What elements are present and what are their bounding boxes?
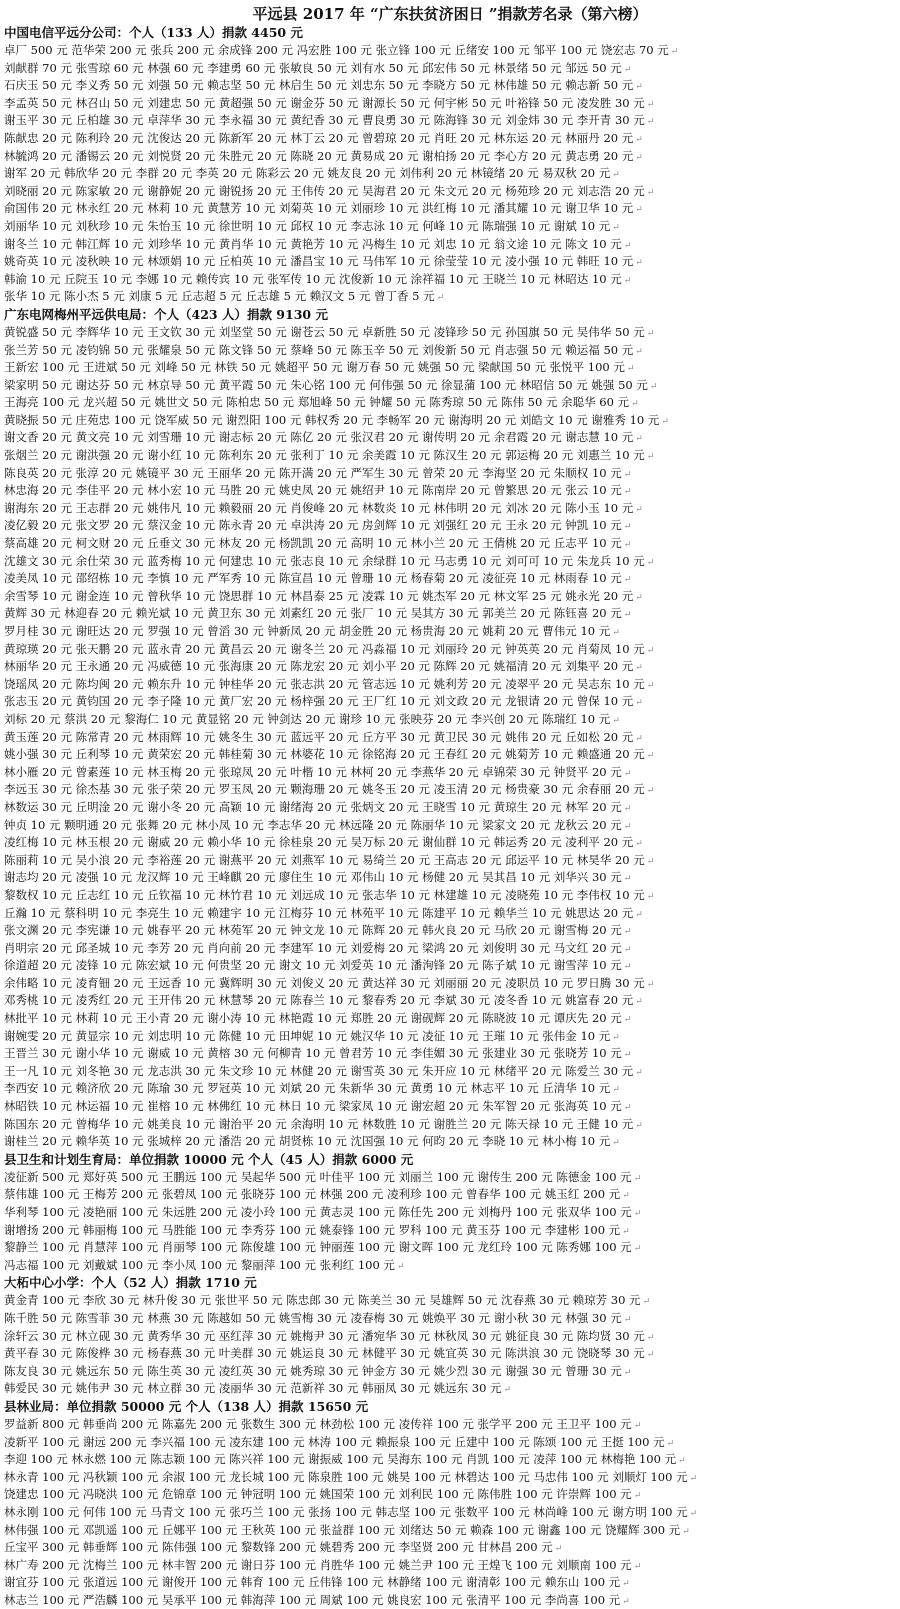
donor-line [4,60,896,78]
paragraph-return-mark: ↵ [646,452,655,463]
paragraph-return-mark: ↵ [646,979,655,990]
donor-line [4,1434,896,1452]
donor-line-text: 林小雁 20 元 曾素莲 10 元 林玉梅 20 元 张琼凤 20 元 叶楷 10 元 林柯 20 元 李燕华 20 元 卓锦荣 30 元 钟贤平 20 元 [4,764,622,779]
donor-line-text: 黄锐盛 50 元 李辉华 10 元 王文钦 30 元 刘坚堂 50 元 谢苍云 50 元 卓新胜 50 元 凌锋珍 50 元 孙国旗 50 元 吴伟华 50 元 [4,324,645,339]
paragraph-return-mark: ↵ [622,1596,630,1607]
donor-line-text: 谢桂兰 20 元 赖华英 10 元 张城梓 20 元 潘浩 20 元 胡贤栋 10 元 沈国强 10 元 何昀 20 元 李晓 10 元 林小梅 10 元 [4,1134,611,1149]
paragraph-return-mark: ↵ [646,786,655,797]
donor-line [4,693,896,711]
paragraph-return-mark: ↵ [633,1209,642,1219]
donor-line-text: 林广寿 200 元 沈梅兰 100 元 林丰智 200 元 谢日芬 100 元 肖胜华 100 元 姚兰尹 100 元 王煌飞 100 元 刘顺南 100 元 [4,1557,632,1572]
paragraph-return-mark: ↵ [623,1314,632,1325]
section-heading: 中国电信平远分公司：个人（133 人）捐款 4450 元 [4,25,303,40]
donor-line [4,887,896,905]
donor-line [4,781,896,799]
paragraph-return-mark: ↵ [670,47,679,57]
paragraph-return-mark: ↵ [646,99,655,110]
section-heading: 县林业局：单位捐款 50000 元 个人（138 人）捐款 15650 元 [4,1398,369,1414]
paragraph-return-mark: ↵ [612,170,620,181]
paragraph-return-mark: ↵ [635,1120,643,1131]
paragraph-return-mark: ↵ [623,1015,632,1026]
donor-line-text: 王晋兰 30 元 谢小华 10 元 谢威 10 元 黄榕 30 元 何柳青 10 元 曾君芳 10 元 李佳媚 30 元 张建业 30 元 张晓芳 10 元 [4,1046,622,1061]
donor-line-text: 王海亮 100 元 龙兴超 50 元 姚世文 50 元 陈柏忠 50 元 郑旭峰 50 元 钟耀 50 元 陈秀琼 50 元 陈伟 50 元 余聪华 60 元 [4,395,630,410]
donor-line-text: 陈友良 30 元 姚远东 50 元 陈生英 30 元 凌红英 30 元 姚秀琼 30 元 钟金方 30 元 姚少烈 30 元 谢强 30 元 曾珊 30 元 [4,1363,622,1378]
donor-line-text: 余伟略 10 元 凌育钿 20 元 王远香 10 元 冀辉明 30 元 刘俊义 20 元 黄达祥 30 元 刘丽丽 20 元 凌职员 10 元 罗日腾 30 元 [4,975,645,990]
donor-line [4,992,896,1010]
donor-line [4,1116,896,1134]
paragraph-return-mark: ↵ [554,1544,563,1555]
donor-line [4,641,896,659]
donor-line-text: 黄平春 30 元 陈俊桦 30 元 杨春燕 30 元 叶美群 30 元 姚运良 30 元 林健平 30 元 姚宜英 30 元 陈洪浪 30 元 饶晓琴 30 元 [4,1346,645,1361]
donor-line [4,165,896,183]
donor-line-text: 黎数权 10 元 丘志红 10 元 丘钦福 10 元 林竹君 10 元 刘远成 10 元 张志华 10 元 林建雄 10 元 凌晓苑 10 元 李伟权 10 元 [4,887,645,902]
donor-line-text: 林数运 30 元 丘明淦 20 元 谢小冬 20 元 高颖 10 元 谢绪海 20 元 张炳文 20 元 王晓雪 10 元 黄琼生 20 元 林军 20 元 [4,799,622,814]
paragraph-return-mark: ↵ [635,134,643,145]
donor-line [4,130,896,148]
paragraph-return-mark: ↵ [612,1138,620,1149]
donor-line-text: 林批平 10 元 林莉 10 元 王小青 20 元 谢小涛 10 元 林艳霞 10 元 郑胜 20 元 谢砚辉 20 元 陈晓波 10 元 谭庆先 20 元 [4,1011,622,1026]
donor-line-text: 李迎 100 元 林永燃 100 元 陈志颖 100 元 陈兴祥 100 元 谢振威 100 元 吴海东 100 元 肖凯 100 元 凌萍 100 元 林梅艳 100 元 [4,1452,677,1467]
donor-line-text: 陈国东 20 元 曾梅华 10 元 姚美良 10 元 谢治平 20 元 余海明 10 元 林数胜 10 元 谢胜兰 20 元 陈天禄 10 元 王健 10 元 [4,1116,634,1131]
donor-line [4,517,896,535]
donor-line [4,394,896,412]
donor-line [4,1557,896,1575]
paragraph-return-mark: ↵ [646,680,655,691]
donor-line [4,1380,896,1398]
paragraph-return-mark: ↵ [623,487,632,498]
donor-line-text: 邓秀桃 10 元 凌秀红 20 元 王开伟 20 元 林慧琴 20 元 陈春兰 10 元 黎春秀 20 元 李斌 30 元 凌冬香 10 元 姚富春 20 元 [4,993,634,1008]
donor-line [4,570,896,588]
donor-line [4,553,896,571]
paragraph-return-mark: ↵ [635,152,643,163]
donor-line [4,288,896,306]
donor-line-text: 凌征新 500 元 郑好英 500 元 王鹏远 100 元 吴起华 500 元 叶佳平 100 元 刘丽兰 100 元 谢传生 200 元 陈德金 100 元 [4,1169,632,1184]
donor-line [4,77,896,95]
donor-line [4,429,896,447]
donor-line-text: 罗益新 800 元 韩垂尚 200 元 陈嘉先 200 元 张数生 300 元 林劲松 100 元 凌传祥 100 元 张学平 200 元 王卫平 100 元 [4,1416,632,1431]
donor-line [4,729,896,747]
paragraph-return-mark: ↵ [633,1244,642,1255]
donor-line-text: 谢玉平 30 元 丘柏雄 30 元 卓萍华 30 元 李永福 30 元 黄纪香 30 元 曹良勇 30 元 陈海锋 30 元 刘金炜 30 元 李开青 30 元 [4,113,645,128]
donor-line [4,1098,896,1116]
paragraph-return-mark: ↵ [635,258,643,269]
paragraph-return-mark: ↵ [635,434,643,445]
donor-line [4,1469,896,1487]
donor-line [4,1504,896,1522]
donor-line [4,183,896,201]
donor-line-text: 凌亿毅 20 元 张文罗 20 元 蔡汉金 10 元 陈永青 20 元 卓洪涛 20 元 房剑辉 10 元 刘强红 20 元 王永 20 元 钟凯 10 元 [4,518,622,533]
donor-line [4,975,896,993]
donor-line-text: 张文渊 20 元 李宪谦 10 元 姚春平 20 元 林苑军 20 元 钟文龙 10 元 陈辉 20 元 韩火良 20 元 马欣 20 元 谢雪梅 20 元 [4,923,622,938]
donor-line [4,1028,896,1046]
donor-line-text: 姚奇英 10 元 凌秋映 10 元 林颂娟 10 元 丘柏英 10 元 潘昌宝 10 元 马伟军 10 元 徐莹莹 10 元 凌小强 10 元 韩旺 10 元 [4,254,634,269]
donor-line [4,1239,896,1257]
donor-line [4,1486,896,1504]
paragraph-return-mark: ↵ [623,575,632,586]
donor-line [4,1204,896,1222]
paragraph-return-mark: ↵ [626,364,635,375]
donor-line-text: 徐道超 20 元 凌锋 10 元 陈宏斌 10 元 何贵坚 20 元 谢文 10 元 刘爱英 10 元 潘洵锋 20 元 陈子斌 10 元 谢雪萍 10 元 [4,958,622,973]
donor-line-text: 沈雄文 30 元 余仕荣 30 元 蓝秀梅 10 元 何建忠 10 元 张志良 10 元 余绿群 10 元 马志勇 10 元 刘可可 10 元 朱龙兵 10 元 [4,553,645,568]
donor-line-text: 余雪琴 10 元 谢金连 10 元 曾秋华 10 元 饶思群 10 元 林昌泰 25 元 凌霖 10 元 姚杰军 20 元 林文军 25 元 姚永光 20 元 [4,588,634,603]
donor-line-text: 丘瀚 10 元 蔡科明 10 元 李亮生 10 元 赖建宇 10 元 江梅芬 10 元 林苑平 10 元 陈建平 10 元 赖华兰 10 元 姚思达 20 元 [4,905,634,920]
paragraph-return-mark: ↵ [635,997,643,1008]
donor-line [4,905,896,923]
donor-line [4,148,896,166]
paragraph-return-mark: ↵ [623,240,632,251]
donor-line-text: 韩爱民 30 元 姚伟尹 30 元 林立群 30 元 凌丽华 30 元 范新祥 30 元 韩丽凤 30 元 姚远东 30 元 [4,1381,502,1396]
donor-line [4,1186,896,1204]
donor-line [4,482,896,500]
donor-line-text: 冯志福 100 元 刘戴斌 100 元 李小凤 100 元 黎丽萍 100 元 张利红 100 元 [4,1257,395,1272]
paragraph-return-mark: ↵ [635,663,643,674]
donor-line [4,764,896,782]
paragraph-return-mark: ↵ [646,645,655,656]
donor-line-text: 黄晓振 50 元 庄苑忠 100 元 饶军威 50 元 谢烈阳 100 元 韩权秀 20 元 李畅军 20 元 谢海明 20 元 刘皓文 10 元 谢雅秀 10 元 [4,412,660,427]
paragraph-return-mark: ↵ [635,346,643,357]
donor-line-text: 陈献忠 20 元 陈利玲 20 元 沈俊达 20 元 陈新军 20 元 林丁云 20 元 曾碧琼 20 元 肖旺 20 元 林东运 20 元 林丽丹 20 元 [4,130,634,145]
paragraph-return-mark: ↵ [633,1420,642,1431]
donor-line-text: 黄辉 30 元 林迎春 20 元 赖光斌 10 元 黄卫东 30 元 刘素红 20 元 张厂 10 元 吴其方 30 元 郭美兰 20 元 陈钰喜 20 元 [4,606,622,621]
paragraph-return-mark: ↵ [649,381,658,392]
donor-line-text: 谢文香 20 元 黄文亮 10 元 刘雪珊 10 元 谢志标 20 元 陈亿 20 元 张汉君 20 元 谢传明 20 元 余君霞 20 元 谢志慧 10 元 [4,430,634,445]
donor-line-text: 黄玉莲 20 元 陈常青 20 元 林雨辉 10 元 姚冬生 30 元 蓝远平 20 元 丘方平 30 元 黄卫民 30 元 姚伟 20 元 丘如松 20 元 [4,729,634,744]
donor-line [4,271,896,289]
donor-line-text: 张烟兰 20 元 谢洪强 20 元 谢小红 10 元 陈利东 20 元 张利丁 10 元 余美霞 10 元 陈汉生 20 元 郭运梅 20 元 刘惠兰 10 元 [4,448,645,463]
donor-line-text: 梁家明 50 元 谢达芬 50 元 林京导 50 元 黄平霞 50 元 朱心铭 100 元 何伟强 50 元 徐显蒲 100 元 林昭信 50 元 姚强 50 元 [4,377,648,392]
donor-line-text: 陈千胜 50 元 陈雪菲 30 元 林燕 30 元 陈越如 50 元 姚雪梅 30 元 凌春梅 30 元 姚焕平 30 元 谢小秋 30 元 林强 30 元 [4,1310,622,1325]
donor-line-text: 林永刚 100 元 何伟 100 元 马青文 100 元 张巧兰 100 元 张扬 100 元 韩志坚 100 元 张数平 100 元 林尚峰 100 元 谢方明 100 元 [4,1504,688,1519]
donor-line-text: 谢婉雯 20 元 黄显宗 10 元 刘忠明 10 元 陈健 10 元 田坤妮 10 元 姚汉华 10 元 凌征 10 元 王璀 10 元 张伟金 10 元 [4,1028,611,1043]
donor-line-text: 华利琴 100 元 凌艳丽 100 元 朱远胜 200 元 凌小玲 100 元 黄志灵 100 元 陈任先 200 元 刘梅丹 100 元 张双华 100 元 [4,1205,632,1219]
paragraph-return-mark: ↵ [623,540,632,551]
donor-line-text: 谢冬兰 10 元 韩江辉 10 元 刘珍华 10 元 黄肖华 10 元 黄艳芳 10 元 冯梅生 10 元 刘忠 10 元 翁文途 10 元 陈文 10 元 [4,236,622,251]
document-title: 平远县 2017 年 “广东扶贫济困日 ”捐款芳名录（第六榜） [252,5,648,23]
donor-line [4,834,896,852]
donor-line [4,1522,896,1540]
donor-line-text: 谢志均 20 元 凌强 10 元 龙汉辉 10 元 王峰麒 20 元 廖住生 10 元 邓伟山 10 元 杨健 20 元 吴其昌 10 元 刘华兴 30 元 [4,870,622,885]
donor-line [4,112,896,130]
donor-line [4,1292,896,1310]
donor-line [4,236,896,254]
donor-line [4,253,896,271]
donor-line [4,1416,896,1434]
section-heading: 广东电网梅州平远供电局：个人（423 人）捐款 9130 元 [4,306,328,322]
paragraph-return-mark: ↵ [436,293,445,304]
paragraph-return-mark: ↵ [623,522,632,533]
donor-line [4,1257,896,1275]
paragraph-return-mark: ↵ [623,275,632,286]
donor-line [4,817,896,835]
donor-line-text: 蔡伟雄 100 元 王梅芳 200 元 张碧凤 100 元 张晓芬 100 元 林强 200 元 凌利珍 100 元 曾春华 100 元 姚玉红 200 元 [4,1187,621,1202]
paragraph-return-mark: ↵ [646,751,655,762]
donor-line [4,1010,896,1028]
donor-line [4,588,896,606]
donor-line [4,324,896,342]
paragraph-return-mark: ↵ [623,1050,632,1061]
donor-line-text: 李西安 10 元 赖济欣 20 元 陈瑜 30 元 罗冠英 10 元 刘斌 20 元 朱新华 30 元 黄勇 10 元 林志平 10 元 丘清华 10 元 [4,1081,611,1096]
paragraph-return-mark: ↵ [622,1226,630,1237]
donor-line-text: 张兰芳 50 元 凌钧锦 50 元 张耀泉 50 元 陈文锋 50 元 蔡峰 50 元 陈玉辛 50 元 刘俊新 50 元 肖志强 50 元 赖运福 50 元 [4,342,634,357]
donor-line-text: 石庆玉 50 元 李义秀 50 元 刘强 50 元 赖志坚 50 元 林启生 50 元 刘忠东 50 元 李晓方 50 元 林伟雄 50 元 赖志新 50 元 [4,78,634,93]
paragraph-return-mark: ↵ [635,698,643,709]
donor-line [4,852,896,870]
donor-line [4,1310,896,1328]
donor-line [4,940,896,958]
donor-line [4,359,896,377]
donor-line [4,1539,896,1557]
donor-line-text: 凌新平 100 元 谢远 200 元 李兴福 100 元 凌东建 100 元 林涛 100 元 赖振泉 100 元 丘建中 100 元 陈颂 100 元 王挺 100 元 [4,1434,665,1449]
donor-line-text: 李孟英 50 元 林召山 50 元 刘建忠 50 元 黄超强 50 元 谢金芬 50 元 谢源长 50 元 何宇彬 50 元 叶裕锋 50 元 凌发胜 30 元 [4,95,645,110]
donor-line-text: 陈丽莉 10 元 吴小浪 20 元 李裕莲 20 元 谢燕平 20 元 刘燕军 10 元 易绮兰 20 元 王高志 20 元 邱运平 10 元 林昊华 20 元 [4,852,645,867]
donor-line [4,658,896,676]
donor-line-text: 刘丽华 10 元 刘秋珍 10 元 朱怡玉 10 元 徐世明 10 元 邱权 10 元 李志泳 10 元 何峰 10 元 陈瑞强 10 元 谢斌 10 元 [4,218,611,233]
paragraph-return-mark: ↵ [689,1473,698,1484]
paragraph-return-mark: ↵ [642,1297,651,1308]
donor-line [4,42,896,60]
donor-line [4,1345,896,1363]
paragraph-return-mark: ↵ [623,469,632,480]
donor-line-text: 韩渝 10 元 丘院玉 10 元 李娜 10 元 赖传宾 10 元 张军传 10 元 沈俊新 10 元 涂祥福 10 元 王晓兰 10 元 林昭达 10 元 [4,271,622,286]
donor-line [4,1574,896,1592]
donor-line-text: 黎静兰 100 元 肖慧萍 100 元 肖丽琴 100 元 陈俊雄 100 元 钟丽莲 100 元 谢文晖 100 元 龙红玲 100 元 陈秀娜 100 元 [4,1240,632,1255]
paragraph-return-mark: ↵ [633,1561,642,1572]
paragraph-return-mark: ↵ [646,117,655,128]
donor-line [4,377,896,395]
donor-line-text: 李远玉 30 元 徐杰基 30 元 张子荣 20 元 罗玉凤 20 元 颗海珊 20 元 姚冬玉 20 元 凌玉清 20 元 杨贵豪 30 元 余春丽 20 元 [4,782,645,797]
paragraph-return-mark: ↵ [631,399,639,410]
donor-line [4,342,896,360]
paragraph-return-mark: ↵ [682,1526,690,1537]
donor-line-text: 黄琼瑛 20 元 张天鹏 20 元 蓝永青 20 元 黄昌云 20 元 谢冬兰 20 元 冯淼福 10 元 刘丽玲 20 元 钟英英 20 元 肖菊凤 10 元 [4,641,645,656]
donor-line-text: 涂轩云 30 元 林立砚 30 元 黄秀华 30 元 巫红萍 30 元 姚梅尹 30 元 潘宛华 30 元 林秋凤 30 元 姚征良 30 元 陈均贤 30 元 [4,1328,645,1343]
donor-line-text: 谢增扬 200 元 韩丽梅 100 元 马胜能 100 元 李秀芬 100 元 姚泰锋 100 元 罗科 100 元 黄玉芬 100 元 李建彬 100 元 [4,1222,621,1237]
donor-line [4,1592,896,1609]
donor-line-text: 刘献群 70 元 张雪琼 60 元 林强 60 元 李建勇 60 元 张敏良 50 元 刘有水 50 元 邱宏伟 50 元 林景绪 50 元 邹远 50 元 [4,60,622,75]
donor-line-text: 肖明宗 20 元 邱圣城 10 元 李芳 20 元 肖向前 20 元 李建军 10 元 刘爱梅 20 元 梁鸿 20 元 刘俊明 30 元 马文红 20 元 [4,940,622,955]
donor-line-text: 姚小强 30 元 丘利琴 10 元 黄荣宏 20 元 韩桂菊 30 元 林婆花 10 元 徐铭海 20 元 王春红 20 元 姚菊芳 10 元 赖盛通 20 元 [4,747,645,762]
paragraph-return-mark: ↵ [612,222,620,233]
paragraph-return-mark: ↵ [678,1456,686,1467]
donor-line [4,1063,896,1081]
donor-line [4,1363,896,1381]
donor-line-text: 黄金青 100 元 李欣 30 元 林升俊 30 元 张世平 50 元 陈忠郎 30 元 陈美兰 30 元 吴雄辉 50 元 沈春燕 30 元 赖琼芳 30 元 [4,1293,641,1308]
paragraph-return-mark: ↵ [689,1508,698,1519]
paragraph-return-mark: ↵ [612,628,620,638]
paragraph-return-mark: ↵ [646,187,655,198]
donor-line [4,1451,896,1469]
paragraph-return-mark: ↵ [646,557,655,568]
donor-line-text: 谢海东 20 元 王志群 20 元 姚伟凡 10 元 赖毅丽 20 元 肖俊峰 20 元 林数炎 10 元 林伟明 20 元 刘冰 20 元 陈小玉 10 元 [4,500,634,515]
paragraph-return-mark: ↵ [633,1491,642,1502]
paragraph-return-mark: ↵ [635,504,643,515]
donor-line-text: 凌美凤 10 元 邵绍栋 10 元 李慎 10 元 严军秀 10 元 陈宣昌 10 元 曾珊 10 元 杨春菊 20 元 凌征亮 10 元 林雨春 10 元 [4,571,622,586]
donor-line [4,746,896,764]
paragraph-return-mark: ↵ [635,1067,643,1078]
donor-line-text: 张华 10 元 陈小杰 5 元 刘康 5 元 丘志超 5 元 丘志雄 5 元 赖汉文 5 元 曾丁香 5 元 [4,289,435,304]
donor-line-text: 林昭铁 10 元 林运福 10 元 崔榕 10 元 林佛红 10 元 林日 10 元 梁家凤 10 元 谢宏超 20 元 朱军智 20 元 张海英 10 元 [4,1099,622,1114]
donor-line-text: 刘晓丽 20 元 陈家敏 20 元 谢静妮 20 元 谢锐扬 20 元 王伟传 20 元 吴海君 20 元 朱文元 20 元 杨苑珍 20 元 刘志浩 20 元 [4,183,645,198]
donor-line-text: 罗月桂 30 元 谢旺达 20 元 罗强 10 元 曾滔 30 元 钟新凤 20 元 胡金胜 20 元 杨贵海 20 元 姚莉 20 元 曹伟元 10 元 [4,624,611,638]
paragraph-return-mark: ↵ [622,1191,630,1202]
donor-line-text: 刘标 20 元 蔡洪 20 元 黎海仁 10 元 黄显铭 20 元 钟剑达 20 元 谢珍 10 元 张映芬 20 元 李兴创 20 元 陈瑞红 10 元 [4,711,611,726]
donor-line-text: 蔡高雄 20 元 柯文财 20 元 丘垂文 30 元 林友 20 元 杨凯凯 20 元 高明 10 元 林小兰 20 元 王倩桃 20 元 丘志平 10 元 [4,536,622,551]
donor-sections [4,24,896,1609]
donor-line-text: 林伟强 100 元 邓凯遥 100 元 丘娜平 100 元 王秋英 100 元 张益群 100 元 刘绪达 50 元 赖森 100 元 谢鑫 100 元 饶耀辉 300 元 [4,1522,681,1537]
donor-line-text: 林志兰 100 元 严浩麟 100 元 吴承平 100 元 韩海萍 100 元 周斌 100 元 姚良宏 100 元 张清平 100 元 李尚喜 100 元 [4,1592,621,1607]
donor-line [4,676,896,694]
donor-line [4,711,896,729]
donor-line [4,922,896,940]
donor-line-text: 俞国伟 20 元 林永红 20 元 林莉 10 元 黄慧芳 10 元 刘菊英 10 元 刘丽珍 10 元 洪红梅 10 元 潘其耀 10 元 谢卫华 10 元 [4,201,634,216]
donor-line [4,412,896,430]
donor-list-page [4,4,896,1609]
donor-line-text: 饶瑶凤 20 元 陈均闽 20 元 赖东升 10 元 钟桂华 20 元 张志洪 20 元 管志远 10 元 姚利芳 20 元 凌翠平 20 元 吴志东 10 元 [4,676,645,691]
paragraph-return-mark: ↵ [623,1103,632,1114]
paragraph-return-mark: ↵ [612,1032,620,1043]
donor-line-text: 林忠海 20 元 李佳平 20 元 林小宏 10 元 马胜 20 元 姚史凤 20 元 姚绍尹 10 元 陈南岸 20 元 曾繁思 20 元 张云 10 元 [4,483,622,498]
donor-line [4,1133,896,1151]
donor-line [4,1045,896,1063]
donor-line-text: 林永青 100 元 冯秋颖 100 元 余淑 100 元 龙长城 100 元 陈泉胜 100 元 姚昊 100 元 林碧达 100 元 马忠伟 100 元 刘顺灯 100 元 [4,1469,688,1484]
paragraph-return-mark: ↵ [646,328,655,339]
paragraph-return-mark: ↵ [396,1261,405,1272]
donor-line-text: 钟贞 10 元 颗明通 20 元 张舞 20 元 林小凤 10 元 李志华 20 元 林远隆 20 元 陈丽华 10 元 梁家文 20 元 龙秋云 20 元 [4,817,622,832]
paragraph-return-mark: ↵ [503,1385,512,1396]
paragraph-return-mark: ↵ [622,1579,630,1590]
paragraph-return-mark: ↵ [623,803,632,814]
donor-line-text: 林毓鸿 20 元 潘锡云 20 元 刘悦贤 20 元 朱胜元 20 元 陈晓 20 元 黄易成 20 元 谢柏扬 20 元 李心方 20 元 黄志勇 20 元 [4,148,634,163]
donor-line [4,1328,896,1346]
donor-line [4,605,896,623]
donor-line-text: 陈良英 20 元 张淳 20 元 姚镜平 30 元 王丽华 20 元 陈开满 20 元 严军生 30 元 曾荣 20 元 李海坚 20 元 朱顺权 10 元 [4,465,622,480]
paragraph-return-mark: ↵ [623,874,632,885]
paragraph-return-mark: ↵ [646,1350,655,1361]
donor-line [4,623,896,641]
donor-line-text: 王一凡 10 元 刘冬艳 30 元 龙志洪 30 元 朱文珍 10 元 林健 20 元 谢雪英 30 元 朱开应 10 元 林绪平 20 元 陈爱兰 30 元 [4,1063,634,1078]
donor-line-text: 凌红梅 10 元 林玉根 20 元 谢威 20 元 赖小华 10 元 徐桂泉 20 元 吴万标 20 元 谢仙群 10 元 韩运秀 20 元 凌利平 20 元 [4,835,634,850]
paragraph-return-mark: ↵ [635,205,643,216]
paragraph-return-mark: ↵ [633,1173,642,1184]
paragraph-return-mark: ↵ [635,839,643,850]
donor-line [4,465,896,483]
section-heading: 县卫生和计划生育局：单位捐款 10000 元 个人（45 人）捐款 6000 元 [4,1151,414,1167]
paragraph-return-mark: ↵ [623,64,632,75]
donor-line [4,799,896,817]
paragraph-return-mark: ↵ [623,1367,632,1378]
paragraph-return-mark: ↵ [623,944,632,955]
paragraph-return-mark: ↵ [623,927,632,938]
donor-line [4,957,896,975]
donor-line [4,95,896,113]
donor-line [4,1169,896,1187]
paragraph-return-mark: ↵ [661,416,669,427]
donor-line [4,447,896,465]
paragraph-return-mark: ↵ [623,610,632,621]
paragraph-return-mark: ↵ [612,715,620,726]
donor-line [4,218,896,236]
paragraph-return-mark: ↵ [646,856,655,867]
donor-line-text: 张志玉 20 元 黄钧国 20 元 李子隆 10 元 黄厂宏 20 元 杨梓强 20 元 王厂红 10 元 刘文政 20 元 龙银请 20 元 曾保 10 元 [4,694,634,709]
donor-line [4,1222,896,1240]
paragraph-return-mark: ↵ [635,82,643,93]
paragraph-return-mark: ↵ [646,1332,655,1343]
paragraph-return-mark: ↵ [635,592,643,603]
paragraph-return-mark: ↵ [623,821,632,832]
donor-line-text: 谢军 20 元 韩欣华 20 元 李群 20 元 李英 20 元 陈彩云 20 元 姚友良 20 元 刘伟利 20 元 林镜绪 20 元 易双秋 20 元 [4,166,611,181]
paragraph-return-mark: ↵ [666,1438,675,1449]
section-heading: 大柘中心小学：个人（52 人）捐款 1710 元 [4,1275,257,1291]
donor-line [4,200,896,218]
paragraph-return-mark: ↵ [623,962,632,973]
donor-line-text: 丘宝平 300 元 韩垂辉 100 元 陈伟强 100 元 黎数锋 200 元 姚碧秀 200 元 李坚贤 200 元 甘林昌 200 元 [4,1540,553,1555]
paragraph-return-mark: ↵ [635,909,643,920]
donor-line [4,500,896,518]
donor-line-text: 卓厂 500 元 范华荣 200 元 张兵 200 元 余成锋 200 元 冯宏胜 100 元 张立锋 100 元 丘绪安 100 元 邹平 100 元 饶宏志 70 元 [4,43,669,57]
donor-line [4,869,896,887]
donor-line-text: 林丽华 20 元 王永通 20 元 冯威德 10 元 张海康 20 元 陈龙宏 20 元 刘小平 20 元 陈辉 20 元 姚福清 20 元 刘集平 20 元 [4,659,634,674]
paragraph-return-mark: ↵ [612,1085,620,1096]
donor-line [4,535,896,553]
donor-line [4,1080,896,1098]
paragraph-return-mark: ↵ [646,891,655,902]
donor-line-text: 饶建忠 100 元 冯晓洪 100 元 危锦章 100 元 钟冠明 100 元 姚国荣 100 元 刘利民 100 元 陈伟胜 100 元 许崇辉 100 元 [4,1487,632,1502]
paragraph-return-mark: ↵ [635,733,643,744]
donor-line-text: 谢宜芬 100 元 张道远 100 元 谢俊开 100 元 韩育 100 元 丘伟锋 100 元 林静绪 100 元 谢清彰 100 元 赖东山 100 元 [4,1575,621,1590]
donor-line-text: 王新宏 100 元 王进斌 50 元 刘峰 50 元 林铁 50 元 姚超平 50 元 谢万春 50 元 姚强 50 元 梁献国 50 元 张悦平 100 元 [4,360,625,375]
paragraph-return-mark: ↵ [623,768,632,779]
